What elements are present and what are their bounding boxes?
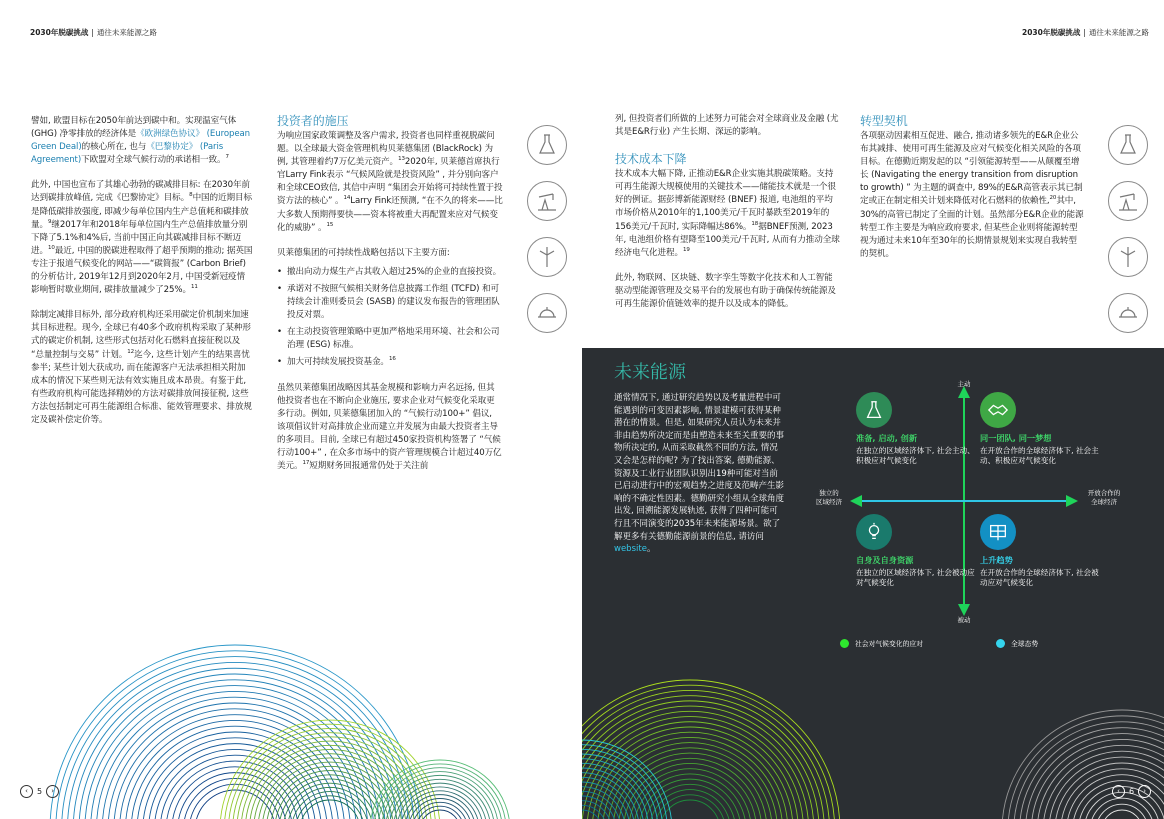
chevron-left-icon[interactable]: ‹ [20,785,33,798]
battery-bulb-icon [856,514,892,550]
quadrant-desc: 在开放合作的全球经济体下, 社会主动、积极应对气候变化 [980,445,1099,465]
axis-label-regional: 独立的 区域经济 [816,489,842,506]
page-header-left: 2030年脱碳挑战 | 通往未来能源之路 [30,28,157,37]
quadrant-title: 同一团队, 同一梦想 [980,433,1052,443]
page-number: 6 [1129,787,1135,796]
paragraph: 譬如, 欧盟目标在2050年前达到碳中和。实现温室气体 (GHG) 净零排放的经济体是《欧洲绿色协议》 (European Green Deal)的核心所在, 也与《巴黎协定》 (Paris Agreement)下欧盟对全球气候行动的承诺相一致。$^7$ [31,116,251,166]
list-item: • 加大可持续发展投资基金。$^{16}$ [277,356,503,369]
column-2 [277,113,503,485]
strategy-list [277,266,503,370]
oil-pump-icon [527,181,567,221]
paragraph: 为响应国家政策调整及客户需求, 投资者也同样重视脱碳问题。以全球最大资金管理机构贝莱德集团 (BlackRock) 为例, 其管理着约7万亿美元资产。$^{13}$2020年, 贝莱德首席执行官Larry Fink表示 “气候风险就是投资风险” , 并分别向客户和全球CEO致信, 其信中声明 “集团会开始将可持续性置于投资方法的核心” 。$^{14}$Larry Fink还预测, “在不久的将来——比大多数人预期得要快——资本将被重大再配置来应对气候变化的威胁” 。$^{15}$ [277,131,503,233]
eu-green-deal-link[interactable]: 《欧洲绿色协议》 (European Green Deal) [31,129,251,153]
solar-panel-icon [980,514,1016,550]
icon-column-right [1108,125,1148,349]
quadrant-desc: 在开放合作的全球经济体下, 社会被动应对气候变化 [980,567,1099,587]
paragraph: 各项驱动因素相互促进、融合, 推动诸多领先的E&R企业公布其减排、使用可再生能源及应对气候变化相关风险的各项目标。在德勤近期发起的以 “引领能源转型——从颠覆至增长 (Navigating the energy transition from disruption to growth) ” 为主题的调查中, 89%的E&R高管表示其已制定或正在制定相关计划来降低对化石燃料的依赖性,$^{20}$其中, 30%的高管已制定了全面的计划。虽然部分E&R企业的能源转型工作主要是为响应政府要求, 但某些企业则将能源转型视为通过未来10年至30年的长期情景规划来实现自我转型的契机。 [860,131,1084,259]
hard-hat-icon [1108,293,1148,333]
legend-dot [840,639,849,648]
quadrant-desc: 在独立的区域经济体下, 社会主动、积极应对气候变化 [856,445,975,465]
header-title: 2030年脱碳挑战 [1022,28,1081,37]
scenario-quadrant-rising-tide [980,514,1100,589]
paragraph: 除制定减排目标外, 部分政府机构还采用碳定价机制来加速其目标进程。现今, 全球已有40多个政府机构采取了某种形式的碳定价机制, 这些形式包括对化石燃料直接征税以及 “总量控制与交易” 计划。$^{12}$迄今, 这些计划产生的结果喜忧参半; 某些计划大获成功, 而在能源客户无法承担相关附加成本的情况下某些则无法有效实施且成本昂贵。有鉴于此, 有些政府机构可能选择精妙的方法对碳排放间接征税, 这些方法包括制定可再生能源组合标准、能效管理要求、排放规定及碳补偿定价等。 [31,310,252,425]
axis-label-global: 开放合作的 全球经济 [1087,489,1121,506]
header-title: 2030年脱碳挑战 [30,28,89,37]
quadrant-title: 准备, 启动, 创新 [856,433,918,443]
legend-dot [996,639,1005,648]
page-header-right: 2030年脱碳挑战 | 通往未来能源之路 [1022,28,1149,37]
paragraph: 此外, 中国也宣布了其雄心勃勃的碳减排目标: 在2030年前达到碳排放峰值, 完成《巴黎协定》目标。$^8$中国的近期目标是降低碳排放强度, 即减少每单位国内生产总值耗和碳排放量。$^9$继2017年和2018年每单位国内生产总值排放量分别下降了5.1%和4%后, 当前中国正向其碳减排目标不断迈进。$^{10}$最近, 中国的脱碳进程取得了超乎预期的推动; 据英国专注于报道气候变化的网站——“碳简报” (Carbon Brief) 的分析估计, 2019年12月到2020年2月, 中国受新冠疫情影响暂时歇业期间, 碳排放量减少了25%。$^{11}$ [31,180,253,296]
handshake-icon [980,392,1016,428]
axis-label-passive: 被动 [957,616,971,624]
list-item: • 撤出向动力煤生产占其收入超过25%的企业的直接投资。 [277,266,503,279]
oil-pump-icon [1108,181,1148,221]
header-subtitle: 通往未来能源之路 [96,28,157,37]
paris-agreement-link[interactable]: 《巴黎协定》 (Paris Agreement) [31,142,224,166]
chevron-right-icon[interactable]: › [1138,785,1151,798]
column-4 [860,113,1084,273]
axis-label-active: 主动 [957,380,971,388]
website-link[interactable]: website [614,544,647,555]
test-tube-icon [1108,125,1148,165]
column-3 [615,113,841,323]
column-1 [31,115,253,439]
section-heading-investor-pressure: 投资者的施压 [277,114,349,128]
test-tube-icon [527,125,567,165]
quadrant-title: 自身及自身资源 [856,555,914,565]
quadrant-desc: 在独立的区域经济体下, 社会被动应对气候变化 [856,567,975,587]
wind-turbine-icon [527,237,567,277]
quadrant-title: 上升趋势 [980,555,1013,565]
page-number-left[interactable] [20,785,59,798]
future-energy-panel [582,348,1164,819]
future-energy-body: 通常情况下, 通过研究趋势以及考量进程中可能遇到的可变因素影响, 情景建模可获得某种潜在的情景。但是, 如果研究人员认为未来并非由趋势所决定而是由塑造未来至关重要的事物所决定的, 从而采取截然不同的方法, 情况又会是怎样的呢? 为了找出答案, 德勤能源、资源及工业行业团队识别出19种可能对当前已启动进行中的宏观趋势之进度及范畴产生影响的不确定性因素。德勤研究小组从全球角度出发, 回溯能源发展轨迹, 获得了四种可能可行且不同演变的2035年未来能源场景。欲了解更多有关德勤能源前景的信息, 请访问website。 [614,393,785,555]
wind-turbine-icon [1108,237,1148,277]
page-number-right[interactable] [1112,785,1151,798]
section-heading-transition: 转型契机 [860,114,908,128]
list-item: • 承诺对不按照气候相关财务信息披露工作组 (TCFD) 和可持续会计准则委员会 (SASB) 的建议发布报告的管理团队投反对票。 [277,283,503,322]
paragraph: 列, 但投资者们所做的上述努力可能会对全球商业及金融 (尤其是E&R行业) 产生长期、深远的影响。 [615,114,839,138]
flask-icon [856,392,892,428]
scenario-quadrant-self-resources [856,514,976,589]
future-energy-title: 未来能源 [614,362,686,383]
list-item: • 在主动投资管理策略中更加严格地采用环境、社会和公司治理 (ESG) 标准。 [277,326,503,352]
legend-item-climate-response: 社会对气候变化的应对 [840,638,923,648]
scenario-quadrant-ready-start-innovate [856,392,976,467]
icon-column-left [527,125,567,349]
section-heading-tech-cost: 技术成本下降 [615,152,687,167]
paragraph: 此外, 物联网、区块链、数字孪生等数字化技术和人工智能驱动型能源管理及交易平台的发展也有助于确保传统能源及可再生能源价值链效率的提升以及成本的降低。 [615,272,836,310]
hard-hat-icon [527,293,567,333]
legend-item-global-situation: 全球态势 [996,638,1038,648]
paragraph: 虽然贝莱德集团战略因其基金规模和影响力声名远扬, 但其他投资者也在不断向企业施压, 要求企业对气候变化采取更多行动。例如, 贝莱德集团加入的 “气候行动100+” 倡议, 该项倡议针对高排放企业而建立并发展为由最大投资者主导的多项目。目前, 全球已有超过450家投资机构签署了 “气候行动100+” , 在众多市场中的资产管理规模合计超过40万亿美元。$^{17}$短期财务回报通常仍处于关注前 [277,382,502,472]
chevron-left-icon[interactable]: ‹ [1112,785,1125,798]
chevron-right-icon[interactable]: › [46,785,59,798]
page-number: 5 [37,787,43,796]
header-subtitle: 通往未来能源之路 [1088,28,1149,37]
paragraph: 技术成本大幅下降, 正推动E&R企业实施其脱碳策略。支持可再生能源大规模使用的关键技术——储能技术就是一个很好的例证。据彭博新能源财经 (BNEF) 报道, 电池组的平均市场价格从2010年的1,100美元/千瓦时暴跌至2019年的156美元/千瓦时, 实际降幅达86%。$^{18}$据BNEF预测, 2023年, 电池组价格有望降至100美元/千瓦时, 从而有力推动全球经济电气化进程。$^{19}$ [615,169,840,258]
list-intro: 贝莱德集团的可持续性战略包括以下主要方面: [277,247,450,258]
scenario-quadrant-one-team [980,392,1100,467]
